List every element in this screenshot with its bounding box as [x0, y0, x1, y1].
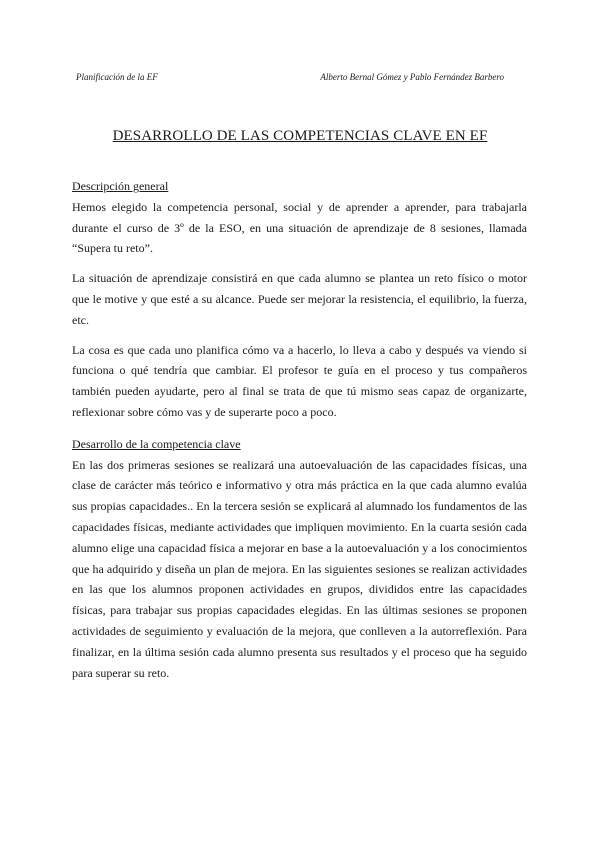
header-right-text: Alberto Bernal Gómez y Pablo Fernández Barbero: [320, 72, 504, 82]
paragraph: La situación de aprendizaje consistirá en que cada alumno se plantea un reto físico o motor que le motive y que esté a su alcance. Puede ser mejorar la resistencia, el equilibrio, la fuerza, etc.: [72, 271, 527, 327]
header-left-text: Planificación de la EF: [76, 72, 158, 82]
paragraph: En las dos primeras sesiones se realizará una autoevaluación de las capacidades físicas, una clase de carácter más teórico e informativo y otra más práctica en la que cada alumno evalúa sus propias capacidades.. En la tercera sesión se explicará al alumnado los fundamentos de las capacidades físicas, mediante actividades que impliquen movimiento. En la cuarta sesión cada alumno elige una capacidad física a mejorar en base a la autoevaluación y a los conocimientos que ha adquirido y diseña un plan de mejora. En las siguientes sesiones se realizan actividades en las que los alumnos proponen actividades en grupos, divididos entre las capacidades físicas, para trabajar sus propias capacidades elegidas. En las últimas sesiones se proponen actividades de seguimiento y evaluación de la mejora, que conlleven a la autorreflexión. Para finalizar, en la última sesión cada alumno presenta sus resultados y el proceso que ha seguido para superar su reto.: [72, 457, 527, 680]
section-heading: Descripción general: [72, 179, 169, 193]
paragraph: Hemos elegido la competencia personal, social y de aprender a aprender, para trabajarla durante el curso de 3º de la ESO, en una situación de aprendizaje de 8 sesiones, llamada “Supera tu reto”.: [72, 199, 527, 256]
section-description: [72, 176, 527, 423]
page-header: [76, 72, 504, 82]
document-body: [72, 176, 527, 692]
document-title: DESARROLLO DE LAS COMPETENCIAS CLAVE EN EF: [112, 128, 488, 144]
section-heading: Desarrollo de la competencia clave: [72, 436, 241, 451]
paragraph: La cosa es que cada uno planifica cómo va a hacerlo, lo lleva a cabo y después va viendo si funciona o qué tendría que cambiar. El profesor te guía en el proceso y tus compañeros también pueden ayudarte, pero al final se trata de que tú mismo seas capaz de organizarte, reflexionar sobre cómo vas y de superarte poco a poco.: [72, 342, 527, 419]
section-development: [72, 434, 527, 684]
